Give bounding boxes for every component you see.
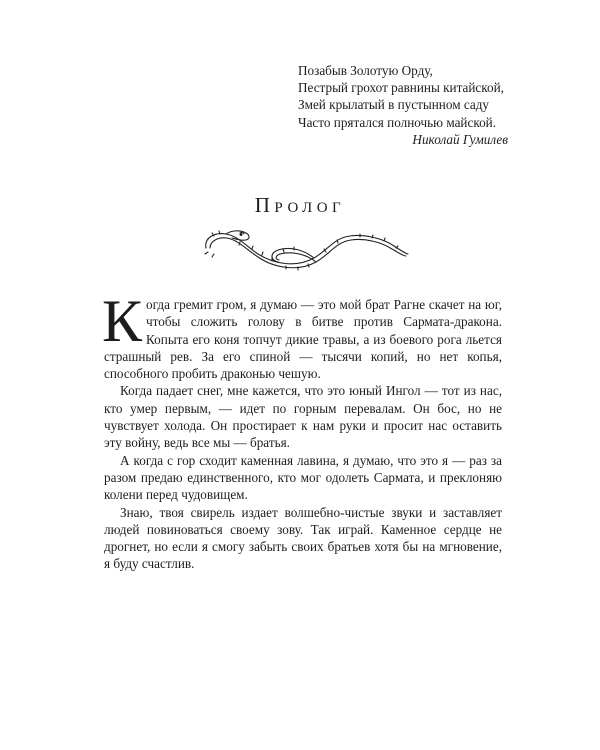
chapter-title: Пролог xyxy=(254,193,346,217)
drop-cap: К xyxy=(102,288,143,354)
paragraph: А когда с гор сходит каменная лавина, я думаю, что это я — раз за разом предаю единственного, кто мог одолеть Сармата, и преклоняю колени перед чудовищем. xyxy=(104,452,502,503)
paragraph-text: огда гремит гром, я думаю — это мой брат Рагне скачет на юг, чтобы сложить голову в битве против Сармата-дракона. Копыта его коня топчут дикие травы, а из боевого рога льется страшный рев. За его спиной — тысячи копий, но нет копья, способного пробить драконью чешую. xyxy=(104,297,502,382)
prologue-body xyxy=(102,288,502,573)
epigraph-author: Николай Гумилев xyxy=(412,131,508,147)
paragraph: Когда падает снег, мне кажется, что это юный Ингол — тот из нас, кто умер первым, — идет по горным перевалам. Он бос, но не чувствует холода. Он простирает к нам руки и просит нас оставить эту войну, ведь все мы — братья. xyxy=(104,383,502,451)
epigraph-line: Часто прятался полночью майской. xyxy=(298,114,497,130)
paragraph xyxy=(102,288,502,382)
epigraph-line: Позабыв Золотую Орду, xyxy=(298,63,433,78)
epigraph xyxy=(298,62,528,148)
epigraph-line: Пестрый грохот равнины китайской, xyxy=(298,80,504,96)
epigraph-line: Змей крылатый в пустынном саду xyxy=(298,97,490,113)
paragraph: Знаю, твоя свирель издает волшебно-чистые звуки и заставляет людей повиноваться своему зову. Так играй. Каменное сердце не дрогнет, но если я смогу забыть своих братьев хотя бы на мгновение, я буду счастлив. xyxy=(104,504,502,572)
serpent-ornament-icon xyxy=(200,224,412,276)
